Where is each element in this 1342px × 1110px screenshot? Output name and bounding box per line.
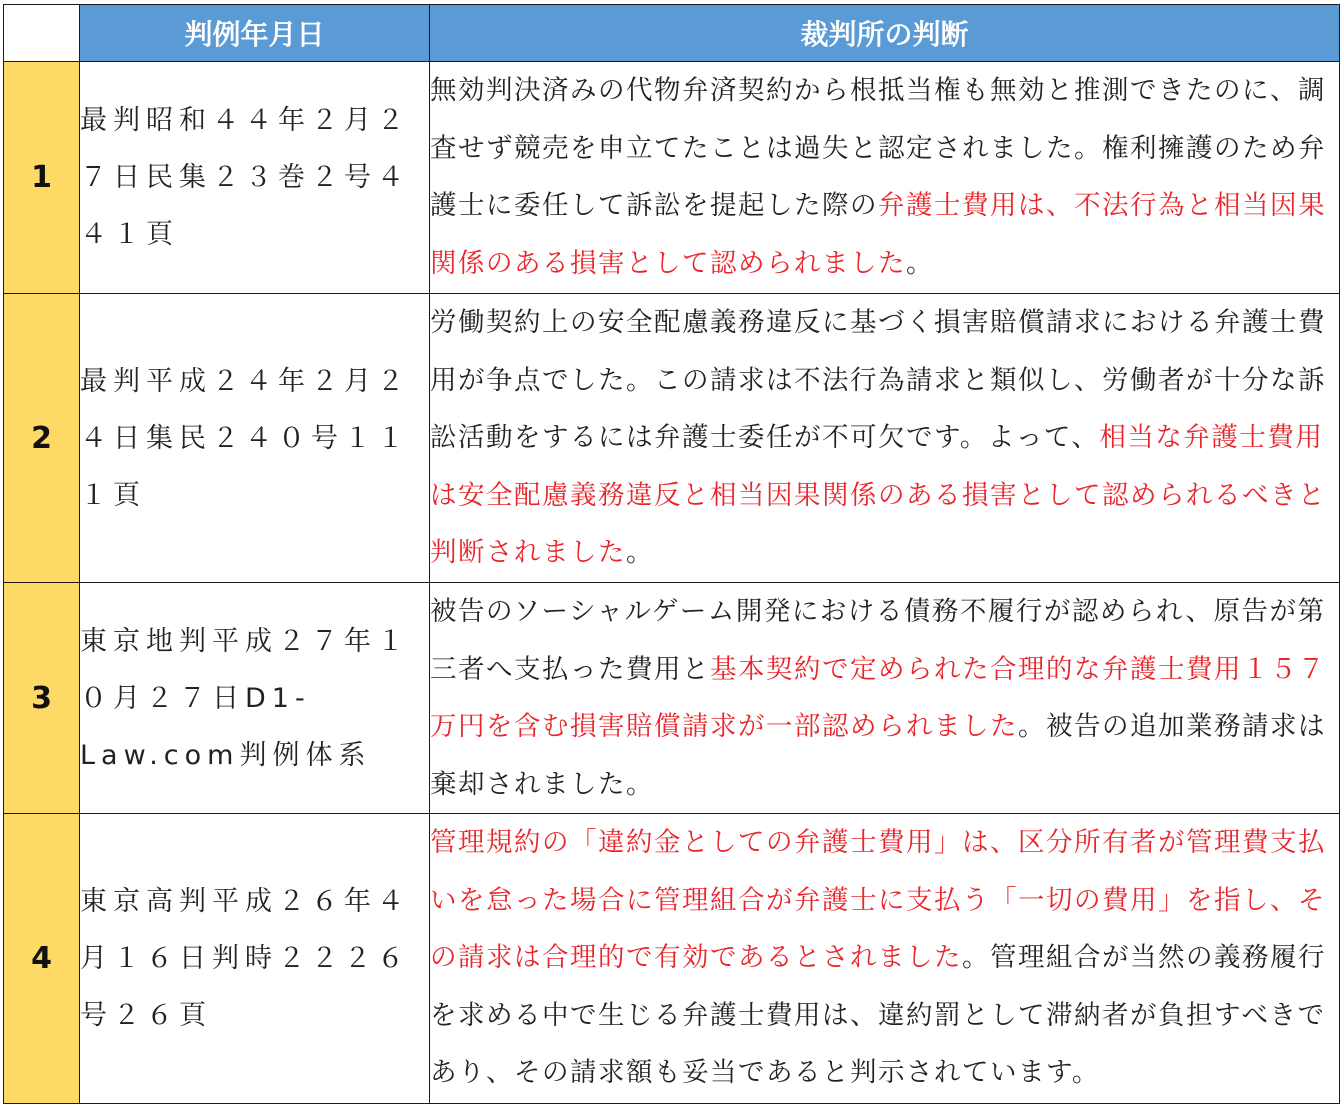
case-table [3, 4, 1340, 1104]
ruling-text: 無効判決済みの代物弁済契約から根抵当権も無効と推測できたのに、調査せず競売を申立てたことは過失と認定されました。権利擁護のため弁護士に委任して訴訟を提起した際の [430, 75, 1326, 221]
ruling-text: 。被告の追加業務請求は棄却されました。 [430, 711, 1326, 800]
header-blank-cell [4, 5, 80, 62]
case-date: 東京地判平成２７年１０月２７日D1-Law.com判例体系 [80, 583, 430, 814]
row-number: 1 [4, 62, 80, 294]
table-row [4, 62, 1340, 294]
row-number: 4 [4, 814, 80, 1104]
court-ruling [430, 583, 1340, 814]
ruling-highlight: 相当な弁護士費用は安全配慮義務違反と相当因果関係のある損害として認められるべきと判断されました [430, 422, 1326, 568]
ruling-text: 被告のソーシャルゲーム開発における債務不履行が認められ、原告が第三者へ支払った費用と [430, 596, 1326, 685]
court-ruling [430, 294, 1340, 583]
case-date: 東京高判平成２６年４月１６日判時２２２６号２６頁 [80, 814, 430, 1104]
header-ruling: 裁判所の判断 [430, 5, 1340, 62]
table-row [4, 583, 1340, 814]
ruling-highlight: 基本契約で定められた合理的な弁護士費用１５７万円を含む損害賠償請求が一部認められました [430, 653, 1326, 742]
header-row [4, 5, 1340, 62]
ruling-highlight: 管理規約の「違約金としての弁護士費用」は、区分所有者が管理費支払いを怠った場合に管理組合が弁護士に支払う「一切の費用」を指し、その請求は合理的で有効であるとされました [430, 827, 1326, 973]
header-date: 判例年月日 [80, 5, 430, 62]
table-row [4, 814, 1340, 1104]
ruling-text: 。 [906, 247, 934, 279]
ruling-highlight: 弁護士費用は、不法行為と相当因果関係のある損害として認められました [430, 190, 1326, 279]
ruling-text: 。管理組合が当然の義務履行を求める中で生じる弁護士費用は、違約罰として滞納者が負担すべきであり、その請求額も妥当であると判示されています。 [430, 942, 1326, 1088]
court-ruling [430, 814, 1340, 1104]
court-ruling [430, 62, 1340, 294]
row-number: 2 [4, 294, 80, 583]
table-row [4, 294, 1340, 583]
row-number: 3 [4, 583, 80, 814]
case-date: 最判平成２４年２月２４日集民２４０号１１１頁 [80, 294, 430, 583]
case-date: 最判昭和４４年２月２７日民集２３巻２号４４１頁 [80, 62, 430, 294]
ruling-text: 。 [626, 537, 654, 568]
ruling-text: 労働契約上の安全配慮義務違反に基づく損害賠償請求における弁護士費用が争点でした。この請求は不法行為請求と類似し、労働者が十分な訴訟活動をするには弁護士委任が不可欠です。よって、 [430, 307, 1326, 453]
